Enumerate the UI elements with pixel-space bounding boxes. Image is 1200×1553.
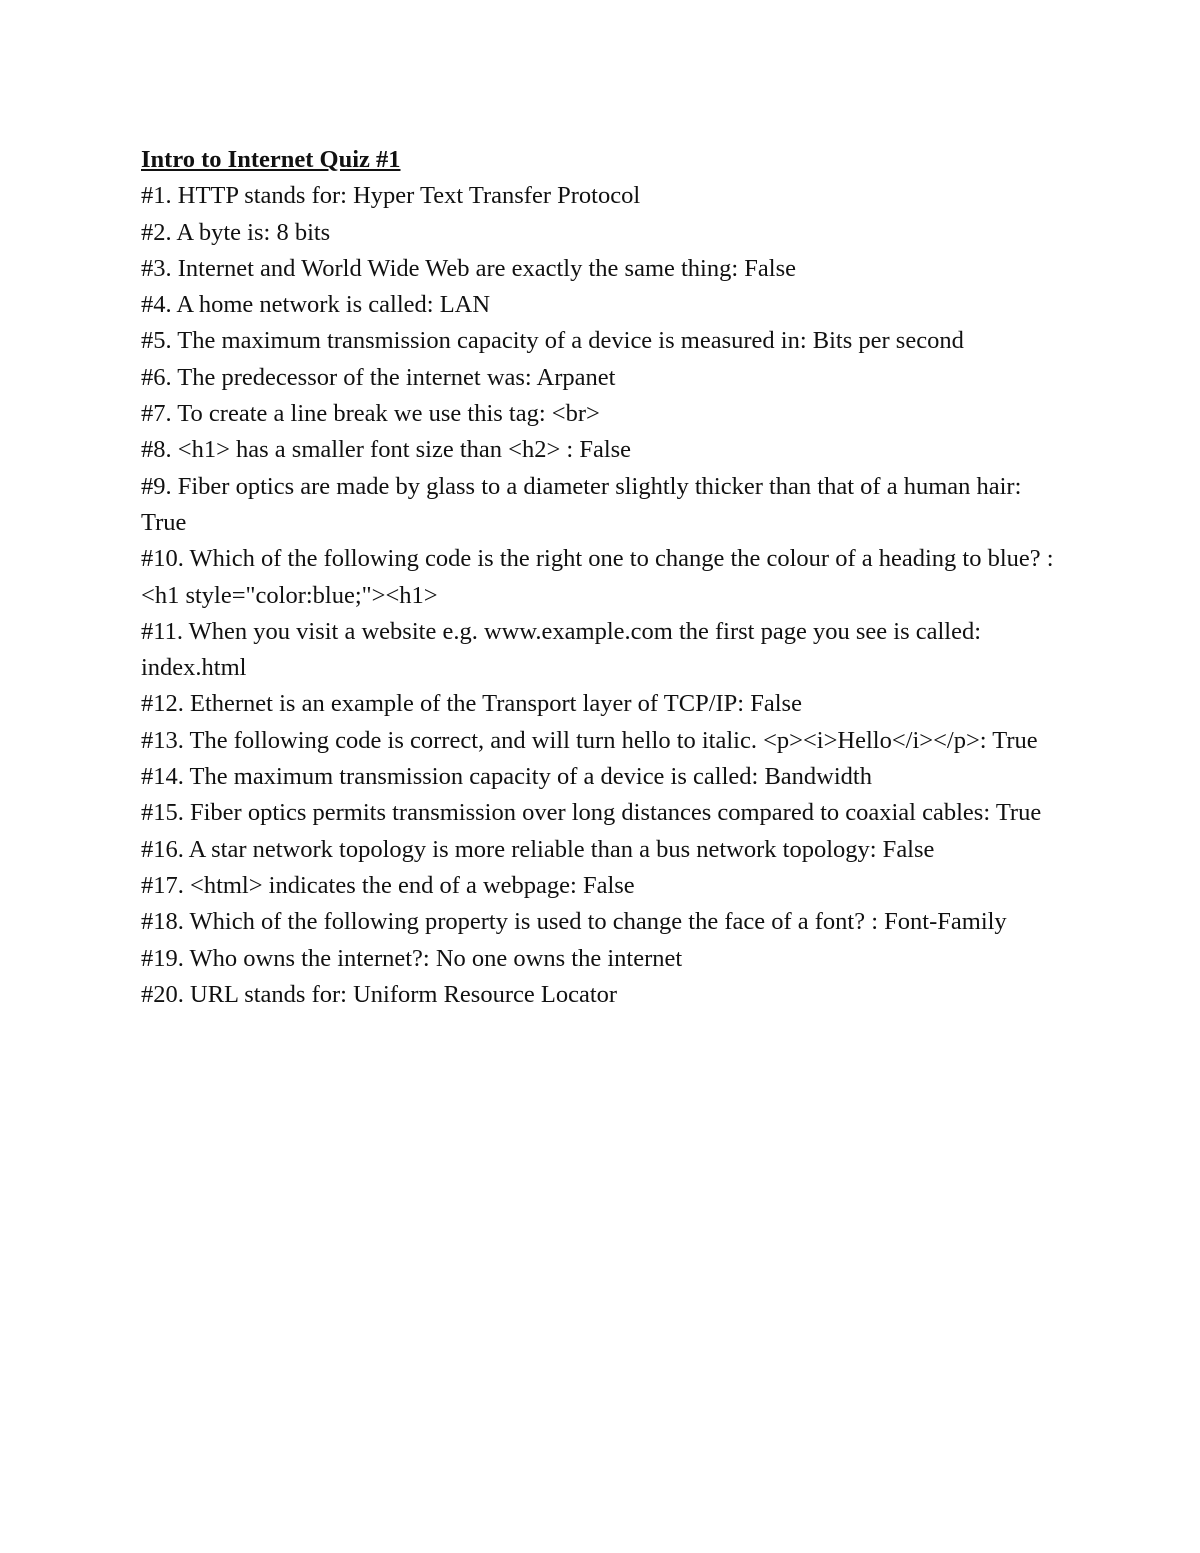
- quiz-item-18: #18. Which of the following property is used to change the face of a font? : Font-Family: [141, 908, 1007, 936]
- quiz-item-17: #17. <html> indicates the end of a webpage: False: [141, 871, 635, 899]
- document-page: [141, 142, 1071, 1013]
- quiz-item-12: #12. Ethernet is an example of the Transport layer of TCP/IP: False: [141, 690, 802, 718]
- quiz-item-10: #10. Which of the following code is the right one to change the colour of a heading to blue? : <h1 style="color:blue;"><h1>: [141, 545, 1054, 609]
- quiz-item-8: #8. <h1> has a smaller font size than <h2> : False: [141, 436, 632, 464]
- quiz-item-6: #6. The predecessor of the internet was: Arpanet: [141, 363, 616, 391]
- quiz-item-3: #3. Internet and World Wide Web are exactly the same thing: False: [141, 254, 797, 282]
- quiz-item-1: #1. HTTP stands for: Hyper Text Transfer Protocol: [141, 182, 641, 210]
- quiz-item-13: #13. The following code is correct, and will turn hello to italic. <p><i>Hello</i></p>: True: [141, 726, 1038, 754]
- quiz-item-15: #15. Fiber optics permits transmission over long distances compared to coaxial cables: True: [141, 799, 1042, 827]
- document-title: Intro to Internet Quiz #1: [141, 146, 401, 173]
- quiz-item-19: #19. Who owns the internet?: No one owns the internet: [141, 944, 683, 972]
- quiz-item-9: #9. Fiber optics are made by glass to a diameter slightly thicker than that of a human hair: True: [141, 472, 1022, 536]
- quiz-item-16: #16. A star network topology is more reliable than a bus network topology: False: [141, 835, 935, 863]
- quiz-item-20: #20. URL stands for: Uniform Resource Locator: [141, 980, 618, 1008]
- quiz-item-11: #11. When you visit a website e.g. www.example.com the first page you see is called: index.html: [141, 617, 982, 682]
- quiz-item-2: #2. A byte is: 8 bits: [141, 218, 331, 246]
- quiz-item-7: #7. To create a line break we use this tag: <br>: [141, 400, 600, 428]
- quiz-item-14: #14. The maximum transmission capacity of a device is called: Bandwidth: [141, 763, 872, 791]
- quiz-item-4: #4. A home network is called: LAN: [141, 291, 491, 319]
- quiz-item-5: #5. The maximum transmission capacity of a device is measured in: Bits per second: [141, 327, 964, 355]
